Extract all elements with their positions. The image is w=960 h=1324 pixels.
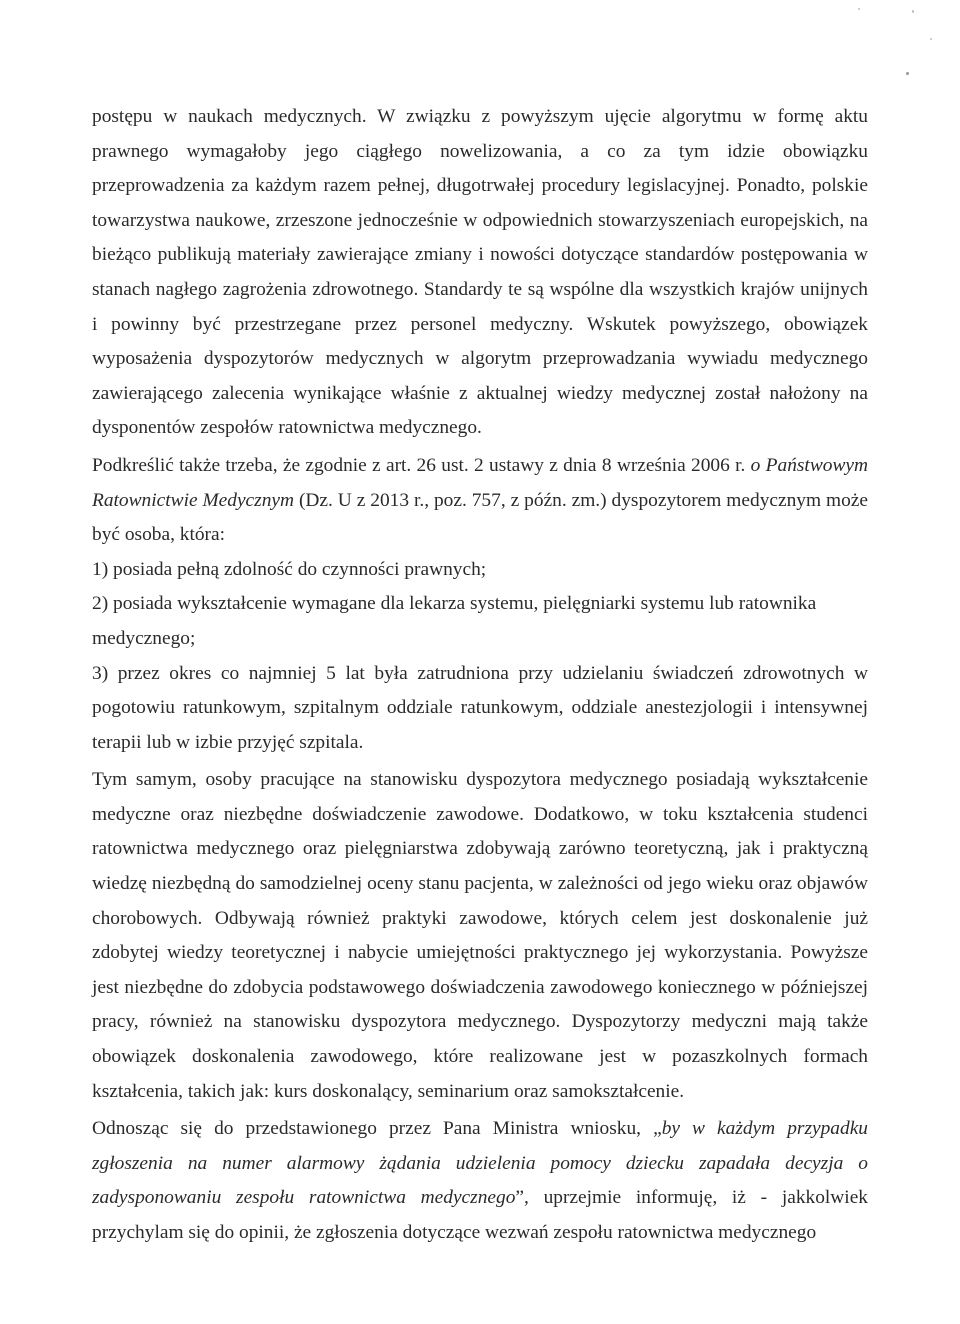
scan-speck <box>912 10 914 13</box>
list-item-2: 2) posiada wykształcenie wymagane dla lekarza systemu, pielęgniarki systemu lub ratownika medycznego; <box>92 593 817 649</box>
scan-speck <box>858 8 860 10</box>
paragraph-algorithm: postępu w naukach medycznych. W związku z powyższym ujęcie algorytmu w formę aktu prawnego wymagałoby jego ciągłego nowelizowania, a co za tym idzie obowiązku przeprowadzenia za każdym razem pełnej, długotrwałej procedury legislacyjnej. Ponadto, polskie towarzystwa naukowe, zrzeszone jednocześnie w odpowiednich stowarzyszeniach europejskich, na bieżąco publikują materiały zawierające zmiany i nowości dotyczące standardów postępowania w stanach nagłego zagrożenia zdrowotnego. Standardy te są wspólne dla wszystkich krajów unijnych i powinny być przestrzegane przez personel medyczny. Wskutek powyższego, obowiązek wyposażenia dyspozytorów medycznych w algorytm przeprowadzania wywiadu medycznego zawierającego zalecenia wynikające właśnie z aktualnej wiedzy medycznej został nałożony na dysponentów zespołów ratownictwa medycznego. <box>92 106 868 439</box>
paragraph-legal-basis <box>92 449 868 553</box>
act-title: o Państwowym Ratownictwie Medycznym <box>92 454 868 511</box>
response-text-b: ”, uprzejmie informuję, iż - jakkolwiek przychylam się do opinii, że zgłoszenia dotyczące wezwań zespołu ratownictwa medycznego <box>92 1187 868 1243</box>
legal-basis-text-b: (Dz. U z 2013 r., poz. 757, z późn. zm.) dyspozytorem medycznym może być osoba, która: <box>92 489 868 546</box>
scan-speck <box>930 38 932 40</box>
paragraph-response <box>92 1112 868 1250</box>
list-item-1: 1) posiada pełną zdolność do czynności prawnych; <box>92 558 487 580</box>
quoted-request: by w każdym przypadku zgłoszenia na numer alarmowy żądania udzielenia pomocy dziecku zapadała decyzja o zadysponowaniu zespołu ratownictwa medycznego <box>92 1118 868 1209</box>
response-text-a: Odnosząc się do przedstawionego przez Pana Ministra wniosku, „ <box>92 1118 662 1140</box>
scan-speck <box>906 72 909 75</box>
list-item-3: 3) przez okres co najmniej 5 lat była zatrudniona przy udzielaniu świadczeń zdrowotnych w pogotowiu ratunkowym, szpitalnym oddziale ratunkowym, oddziale anestezjologii i intensywnej terapii lub w izbie przyjęć szpitala. <box>92 662 868 753</box>
document-body <box>92 100 868 1251</box>
paragraph-qualifications: Tym samym, osoby pracujące na stanowisku dyspozytora medycznego posiadają wykształcenie medyczne oraz niezbędne doświadczenie zawodowe. Dodatkowo, w toku kształcenia studenci ratownictwa medycznego oraz pielęgniarstwa zdobywają zarówno teoretyczną, jak i praktyczną wiedzę niezbędną do samodzielnej oceny stanu pacjenta, w zależności od jego wieku oraz objawów chorobowych. Odbywają również praktyki zawodowe, których celem jest doskonalenie już zdobytej wiedzy teoretycznej i nabycie umiejętności praktycznego jej wykorzystania. Powyższe jest niezbędne do zdobycia podstawowego doświadczenia zawodowego koniecznego w późniejszej pracy, również na stanowisku dyspozytora medycznego. Dyspozytorzy medyczni mają także obowiązek doskonalenia zawodowego, które realizowane jest w pozaszkolnych formach kształcenia, takich jak: kurs doskonalący, seminarium oraz samokształcenie. <box>92 769 868 1102</box>
legal-basis-text-a: Podkreślić także trzeba, że zgodnie z art. 26 ust. 2 ustawy z dnia 8 września 2006 r. <box>92 454 751 476</box>
